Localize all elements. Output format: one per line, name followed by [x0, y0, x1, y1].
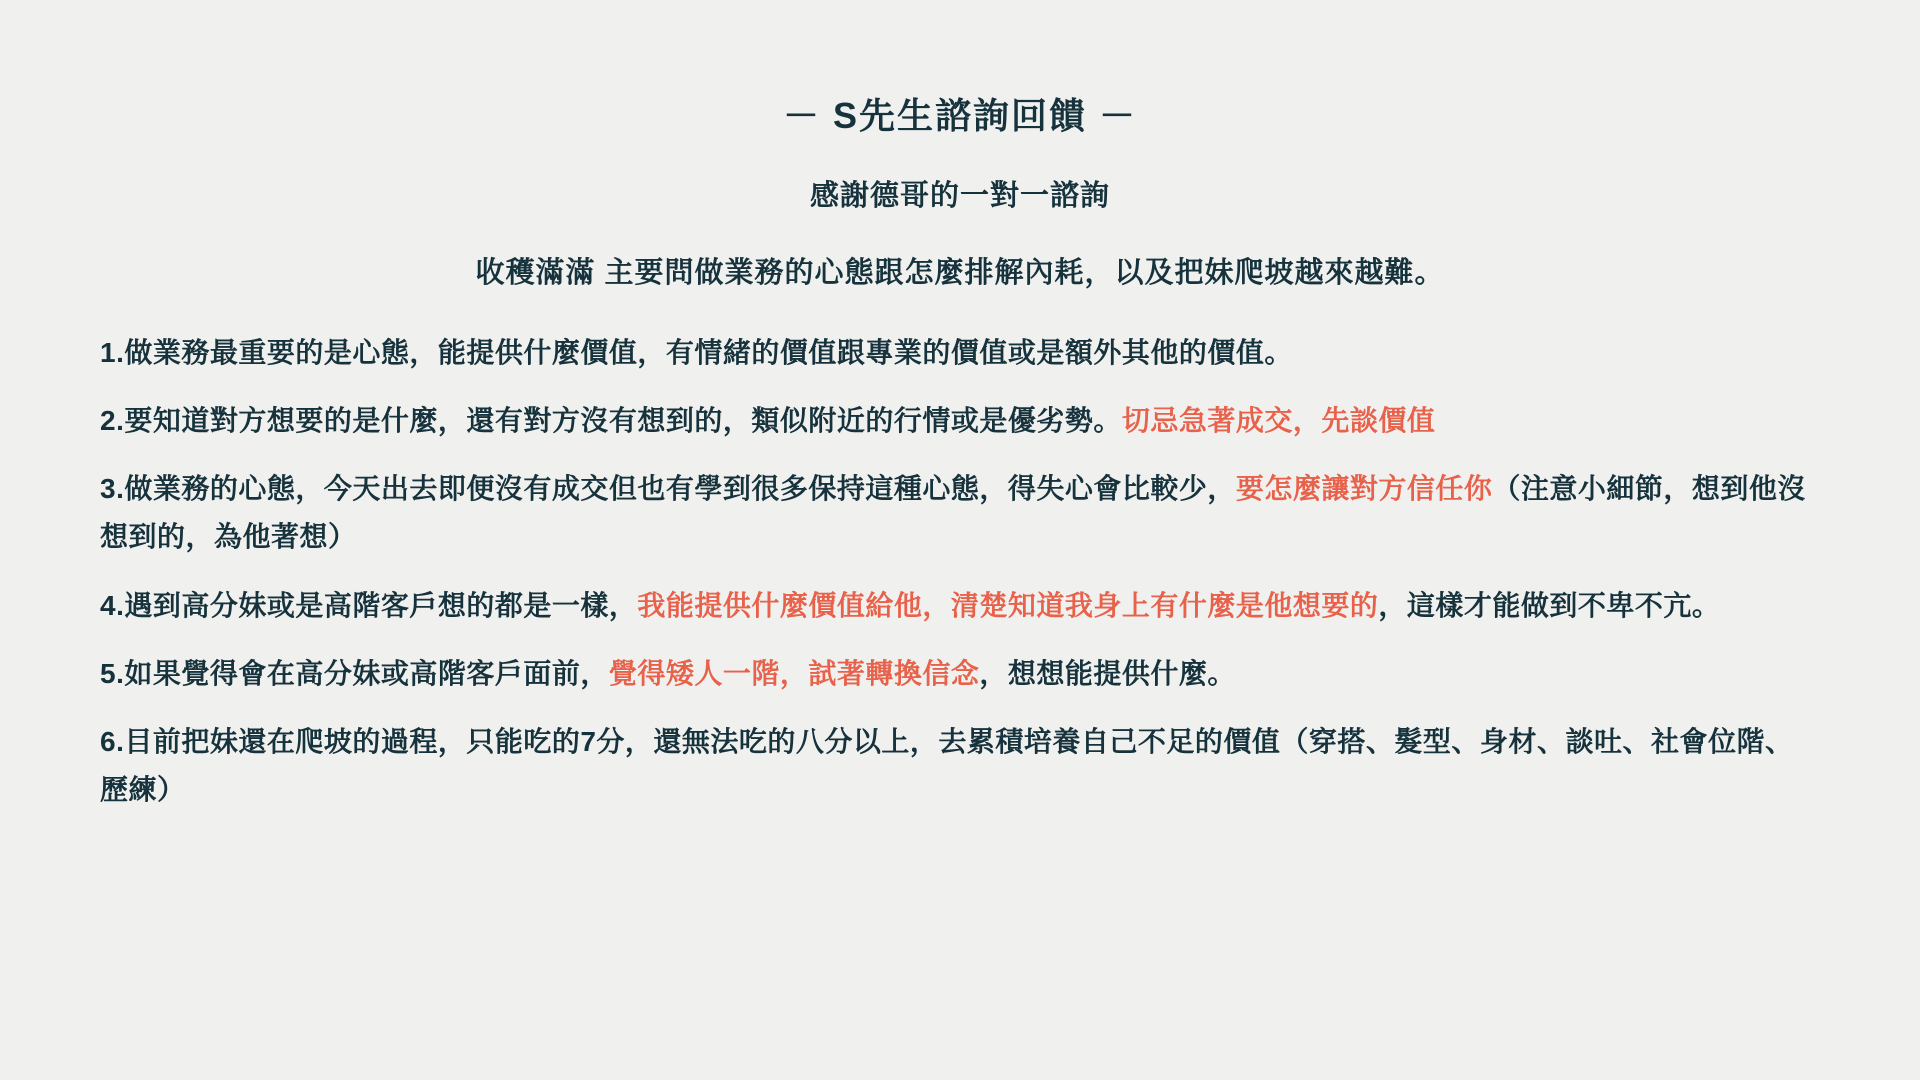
- list-item-text: 做業務的心態，今天出去即便沒有成交但也有學到很多保持這種心態，得失心會比較少，: [124, 473, 1236, 505]
- list-item-text: 做業務最重要的是心態，能提供什麼價值，有情緒的價值跟專業的價值或是額外其他的價值。: [124, 337, 1293, 368]
- list-item: [100, 718, 1820, 814]
- list-item: [100, 397, 1820, 445]
- list-item-text: （注意小細節，想到他沒想到的，為他著想）: [100, 473, 1806, 553]
- list-item: [100, 329, 1820, 377]
- list-item-index: 6.: [100, 725, 125, 757]
- highlighted-text: 要怎麼讓對方信任你: [1235, 473, 1493, 505]
- list-item: [100, 650, 1820, 698]
- highlighted-text: 切忌急著成交，先談價值: [1121, 405, 1436, 437]
- list-item: [100, 582, 1820, 630]
- list-item-text: 目前把妹還在爬坡的過程，只能吃的7分，還無法吃的八分以上，去累積培養自己不足的價值（穿搭、髮型、身材、談吐、社會位階、歷練）: [100, 725, 1794, 806]
- list-item: [100, 465, 1820, 561]
- list-item-text: 要知道對方想要的是什麼，還有對方沒有想到的，類似附近的行情或是優劣勢。: [124, 405, 1122, 437]
- list-item-text: ，想想能提供什麼。: [979, 657, 1236, 689]
- list-item-index: 5.: [100, 657, 125, 689]
- highlighted-text: 覺得矮人一階，試著轉換信念: [608, 657, 980, 689]
- list-item-index: 2.: [100, 405, 125, 437]
- page-subtitle-secondary: 收穫滿滿 主要問做業務的心態跟怎麼排解內耗，以及把妹爬坡越來越難。: [475, 257, 1445, 289]
- feedback-list: [100, 329, 1820, 814]
- list-item-text: 如果覺得會在高分妹或高階客戶面前，: [124, 657, 609, 689]
- list-item-text: ，這樣才能做到不卑不亢。: [1378, 589, 1721, 621]
- page-title: － S先生諮詢回饋 －: [782, 95, 1138, 136]
- list-item-index: 4.: [100, 589, 125, 621]
- list-item-text: 遇到高分妹或是高階客戶想的都是一樣，: [124, 589, 638, 621]
- list-item-index: 3.: [100, 473, 125, 505]
- list-item-index: 1.: [100, 337, 125, 368]
- highlighted-text: 我能提供什麼價值給他，清楚知道我身上有什麼是他想要的: [637, 589, 1379, 621]
- page-subtitle: 感謝德哥的一對一諮詢: [809, 180, 1110, 212]
